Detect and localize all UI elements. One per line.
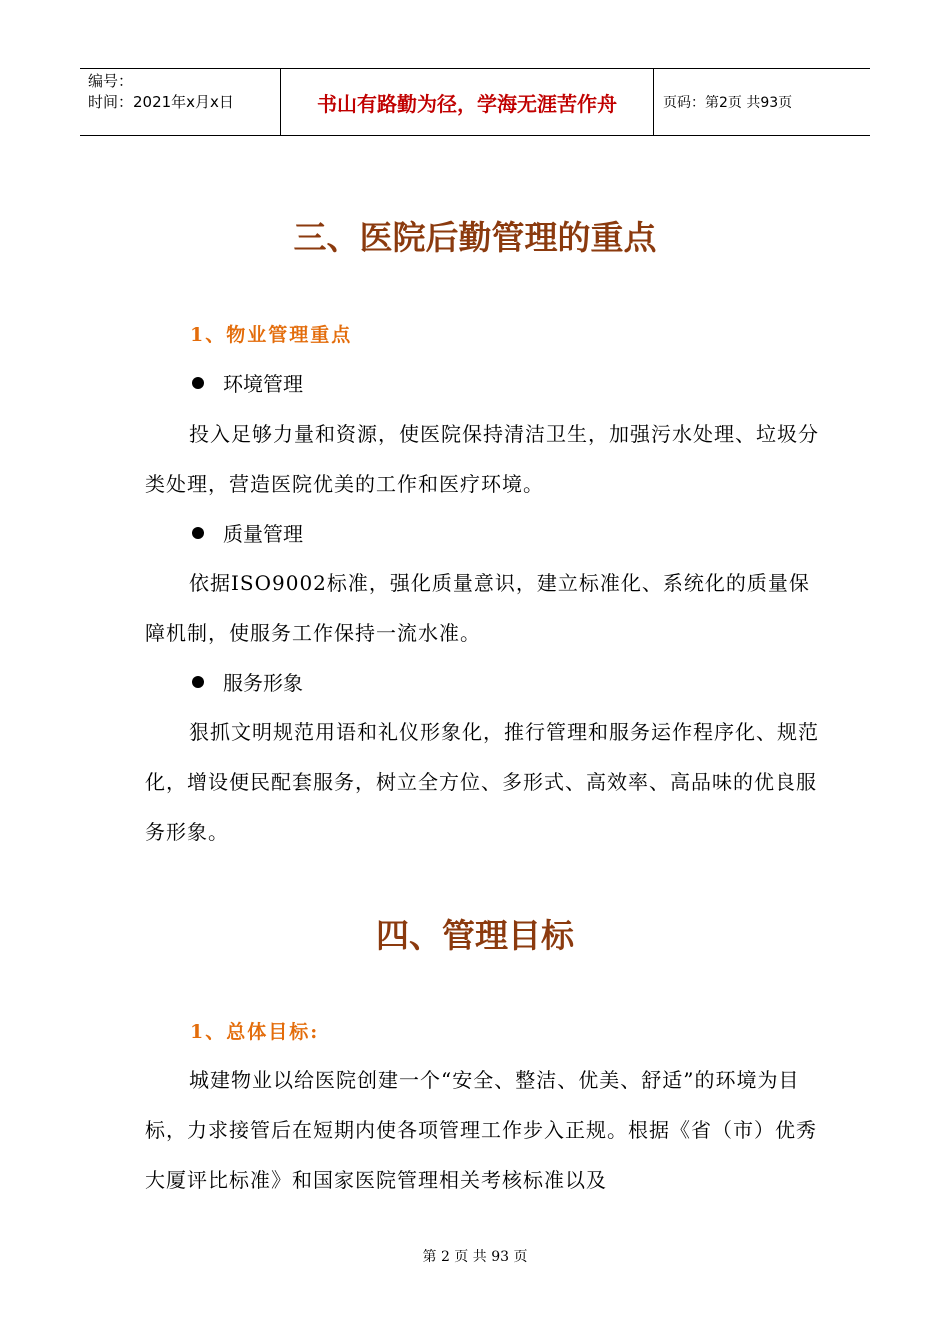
bullet-dot-icon <box>192 377 204 389</box>
header-motto: 书山有路勤为径，学海无涯苦作舟 <box>281 69 654 135</box>
bullet-dot-icon <box>192 527 204 539</box>
paragraph-overall-goal: 城建物业以给医院创建一个“安全、整洁、优美、舒适”的环境为目标，力求接管后在短期内使各项管理工作步入正规。根据《省（市）优秀大厦评比标准》和国家医院管理相关考核标准以及 <box>145 1068 817 1192</box>
header-meta <box>80 69 281 135</box>
doc-number-label: 编号： <box>88 72 134 90</box>
bullet-item-quality <box>192 518 303 547</box>
bullet-label: 质量管理 <box>223 522 303 546</box>
bullet-item-service <box>192 667 303 696</box>
section3-title: 三、医院后勤管理的重点 <box>293 218 657 257</box>
header-table <box>80 68 870 136</box>
section4-subheading: 1、总体目标: <box>190 1021 320 1043</box>
doc-time-label: 时间：2021年x月x日 <box>88 93 234 111</box>
bullet-label: 服务形象 <box>223 671 303 695</box>
bullet-item-environment <box>192 368 303 397</box>
section3-subheading: 1、物业管理重点 <box>190 324 353 346</box>
section4-title: 四、管理目标 <box>376 916 574 955</box>
bullet-dot-icon <box>192 676 204 688</box>
page-footer: 第 2 页 共 93 页 <box>422 1249 528 1265</box>
paragraph-environment: 投入足够力量和资源，使医院保持清洁卫生，加强污水处理、垃圾分类处理，营造医院优美的工作和医疗环境。 <box>145 422 819 496</box>
paragraph-service: 狠抓文明规范用语和礼仪形象化，推行管理和服务运作程序化、规范化，增设便民配套服务，树立全方位、多形式、高效率、高品味的优良服务形象。 <box>145 720 819 844</box>
paragraph-quality: 依据ISO9002标准，强化质量意识，建立标准化、系统化的质量保障机制，使服务工作保持一流水准。 <box>145 571 810 645</box>
header-page-info: 页码：第2页 共93页 <box>663 95 793 111</box>
bullet-label: 环境管理 <box>223 372 303 396</box>
